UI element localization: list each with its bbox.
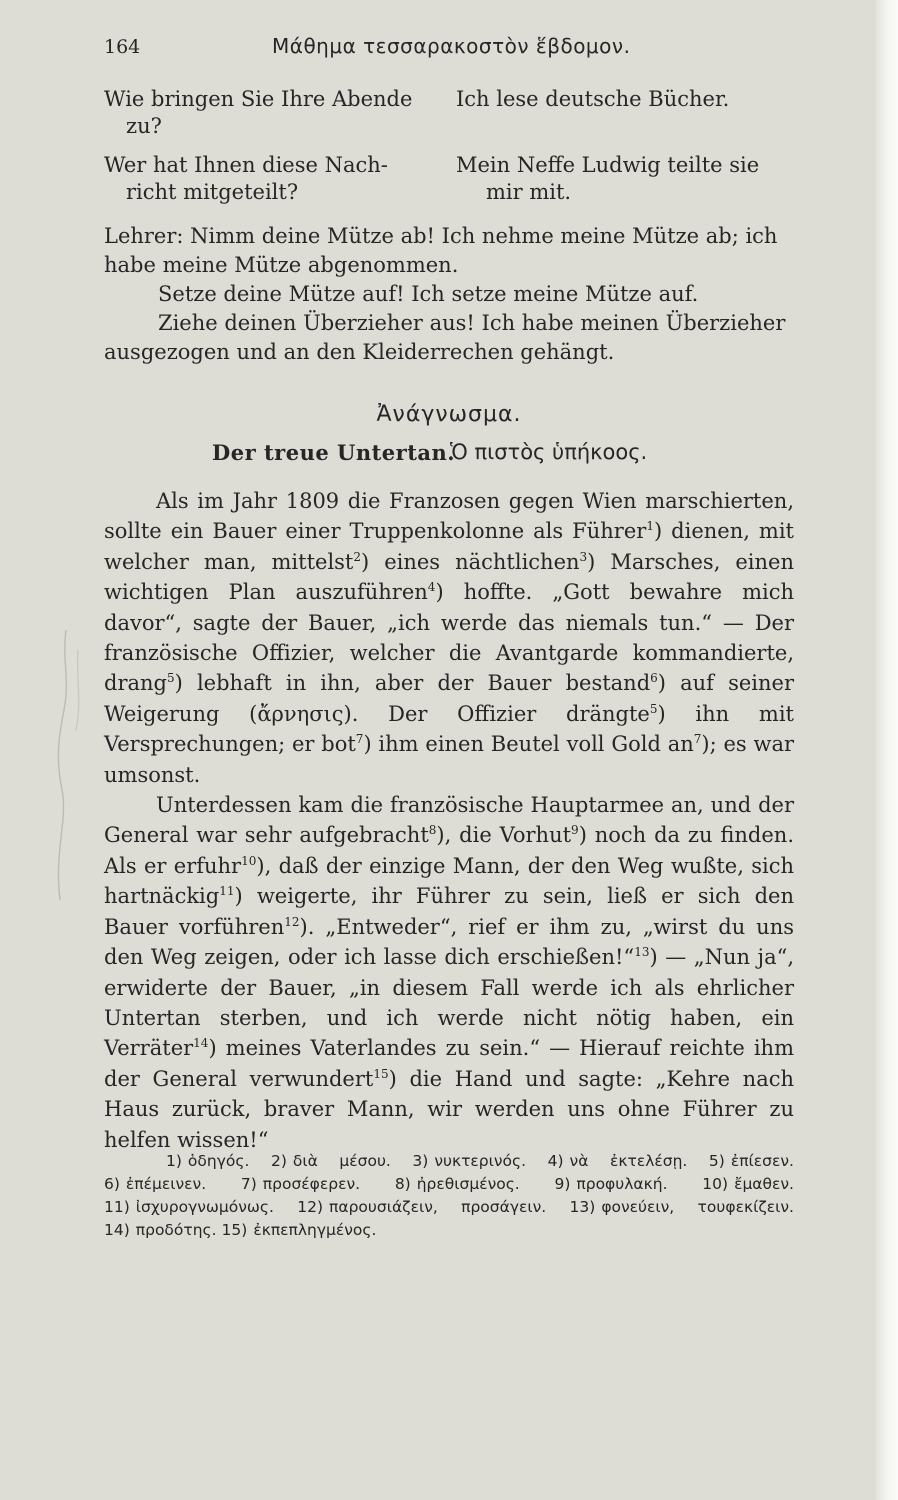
- story-text-run: ) lebhaft in ihn, aber der Bauer bestand: [174, 671, 651, 696]
- story-paragraph: [104, 790, 794, 1155]
- question: [104, 152, 444, 206]
- footnote-number: 5): [708, 1152, 725, 1170]
- footnote-ref: 7: [355, 732, 364, 747]
- answer-line: Ich lese deutsche Bücher.: [456, 87, 730, 111]
- running-head: Μάθημα τεσσαρακοστὸν ἕβδομον.: [272, 34, 631, 58]
- footnote-ref: 12: [284, 914, 300, 929]
- story-text-run: ); es war umsonst.: [104, 732, 794, 787]
- answer: [456, 152, 796, 206]
- footnote-ref: 11: [219, 884, 235, 899]
- footnote-text: ἠρεθισμένος.: [416, 1175, 520, 1193]
- story-text-run: ) dienen, mit welcher man, mittelst: [104, 519, 794, 574]
- pencil-marginalia: [26, 620, 96, 910]
- footnote-text: προδότης.: [135, 1221, 217, 1239]
- question-line: Wer hat Ihnen diese Nach-: [104, 153, 388, 177]
- teacher-paragraph: Setze deine Mütze auf! Ich setze meine Mütze auf.: [158, 282, 699, 306]
- footnote-text: νυκτερινός.: [434, 1152, 527, 1170]
- story-text-run: ) noch da zu finden. Als er erfuhr: [104, 823, 794, 878]
- footnote-text: ἰσχυρογνωμόνως.: [135, 1198, 274, 1216]
- footnote-number: 11): [104, 1198, 130, 1216]
- story-text-run: ), daß der einzige Mann, der den Weg wußte, sich hartnäckig: [104, 853, 794, 909]
- story-text-run: ) hoffte. „Gott bewahre mich davor“, sagte der Bauer, „ich werde das niemals tun.“ — Der französische Offizier, welcher die Avantgarde kommandierte, drang: [104, 580, 794, 696]
- footnote-text: ὁδηγός.: [187, 1152, 250, 1170]
- story-text-run: Unterdessen kam die französische Hauptarmee an, und der General war sehr aufgebracht: [104, 793, 794, 848]
- footnotes: [104, 1150, 794, 1242]
- footnote-text: διὰ μέσου.: [292, 1152, 391, 1170]
- footnote-number: 1): [166, 1152, 182, 1170]
- story-text-run: ) die Hand und sagte: „Kehre nach Haus zurück, braver Mann, wir werden uns ohne Führer zu helfen wissen!“: [104, 1066, 794, 1152]
- footnote-text: ἐπίεσεν.: [730, 1152, 794, 1170]
- story-text-run: ). „Entweder“, rief er ihm zu, „wirst du uns den Weg zeigen, oder ich lasse dich erschießen!“: [104, 914, 794, 970]
- footnote-text: ἔμαθεν.: [734, 1175, 794, 1193]
- footnote-text: ἐπέμεινεν.: [125, 1175, 207, 1193]
- footnote-ref: 14: [193, 1036, 209, 1051]
- footnote-number: 9): [554, 1175, 571, 1193]
- question-line: Wie bringen Sie Ihre Abende: [104, 87, 413, 111]
- story-text-run: ) eines nächtlichen: [361, 549, 580, 574]
- answer-line: Mein Neffe Ludwig teilte sie: [456, 153, 760, 177]
- question-answer-block: [104, 86, 794, 218]
- story-text-run: ) meines Vaterlandes zu sein.“ — Hierauf reichte ihm der General verwundert: [104, 1036, 794, 1091]
- story-text-run: ) ihn mit Versprechungen; er bot: [104, 701, 794, 757]
- question-line: richt mitgeteilt?: [126, 180, 299, 204]
- qa-row: [104, 86, 794, 152]
- footnote-ref: 5: [166, 671, 175, 686]
- question-line: zu?: [126, 114, 162, 138]
- teacher-dialogue: [104, 222, 794, 367]
- reading-heading: Ἀνάγνωσμα.: [376, 402, 522, 427]
- story-text-run: Als im Jahr 1809 die Franzosen gegen Wien marschierten, sollte ein Bauer einer Truppenkolonne als Führer: [104, 489, 794, 544]
- footnote-text: προφυλακή.: [576, 1175, 668, 1193]
- story-text-run: ) weigerte, ihr Führer zu sein, ließ er sich den Bauer vorführen: [104, 884, 794, 939]
- footnote-ref: 6: [650, 671, 658, 686]
- footnote-number: 2): [270, 1152, 287, 1170]
- footnote-ref: 13: [634, 945, 650, 960]
- footnote-ref: 5: [649, 701, 658, 716]
- footnote-text: φονεύειν, τουφεκίζειν.: [601, 1198, 794, 1216]
- footnote-text: νὰ ἐκτελέσῃ.: [569, 1152, 688, 1170]
- footnote-ref: 4: [427, 580, 436, 595]
- footnote-ref: 10: [241, 853, 257, 868]
- footnote-ref: 15: [373, 1066, 389, 1081]
- footnote-paragraph: [104, 1150, 794, 1242]
- page-number: 164: [104, 36, 141, 58]
- footnote-number: 4): [547, 1152, 564, 1170]
- story-text-run: ), die Vorhut: [436, 823, 572, 848]
- question: [104, 86, 444, 140]
- story-title: [104, 440, 794, 472]
- footnote-text: παρουσιάζειν, προσάγειν.: [329, 1198, 547, 1216]
- footnote-ref: 7: [693, 732, 702, 747]
- story-text-run: ) ihm einen Beutel voll Gold an: [363, 732, 694, 757]
- footnote-ref: 8: [428, 823, 437, 838]
- story-paragraph: [104, 486, 794, 790]
- footnote-ref: 3: [579, 549, 588, 564]
- footnote-number: 12): [297, 1198, 324, 1216]
- footnote-ref: 9: [571, 823, 579, 838]
- footnote-text: ἐκπεπληγμένος.: [253, 1221, 377, 1239]
- story-text-run: ) Marsches, einen wichtigen Plan auszuführen: [104, 549, 794, 605]
- answer-line: mir mit.: [486, 180, 572, 204]
- teacher-paragraph: Ziehe deinen Überzieher aus! Ich habe meinen Überzieher ausgezogen und an den Kleiderrechen gehängt.: [104, 311, 786, 364]
- footnote-ref: 2: [353, 549, 362, 564]
- footnote-number: 6): [104, 1175, 120, 1193]
- qa-row: [104, 152, 794, 218]
- story-text-run: ) — „Nun ja“, erwiderte der Bauer, „in diesem Fall werde ich als ehrlicher Untertan sterben, und ich werde nicht nötig haben, ein Verräter: [104, 945, 794, 1061]
- footnote-number: 14): [104, 1221, 130, 1239]
- page-header: [104, 36, 794, 66]
- footnote-number: 7): [240, 1175, 257, 1193]
- page-edge: [876, 0, 898, 1500]
- footnote-number: 13): [569, 1198, 596, 1216]
- story-title-german: Der treue Untertan.: [212, 440, 456, 465]
- footnote-number: 8): [394, 1175, 411, 1193]
- footnote-number: 15): [221, 1221, 248, 1239]
- story-title-greek: Ὁ πιστὸς ὑπήκοος.: [450, 440, 648, 464]
- story-text-run: ) auf seiner Weigerung (ἄρνησις). Der Offizier drängte: [104, 671, 794, 726]
- footnote-number: 3): [412, 1152, 429, 1170]
- teacher-paragraph: Lehrer: Nimm deine Mütze ab! Ich nehme meine Mütze ab; ich habe meine Mütze abgenommen.: [104, 224, 778, 277]
- answer: [456, 86, 796, 113]
- footnote-ref: 1: [646, 519, 654, 534]
- footnote-number: 10): [702, 1175, 729, 1193]
- footnote-text: προσέφερεν.: [262, 1175, 361, 1193]
- story-text: [104, 486, 794, 1155]
